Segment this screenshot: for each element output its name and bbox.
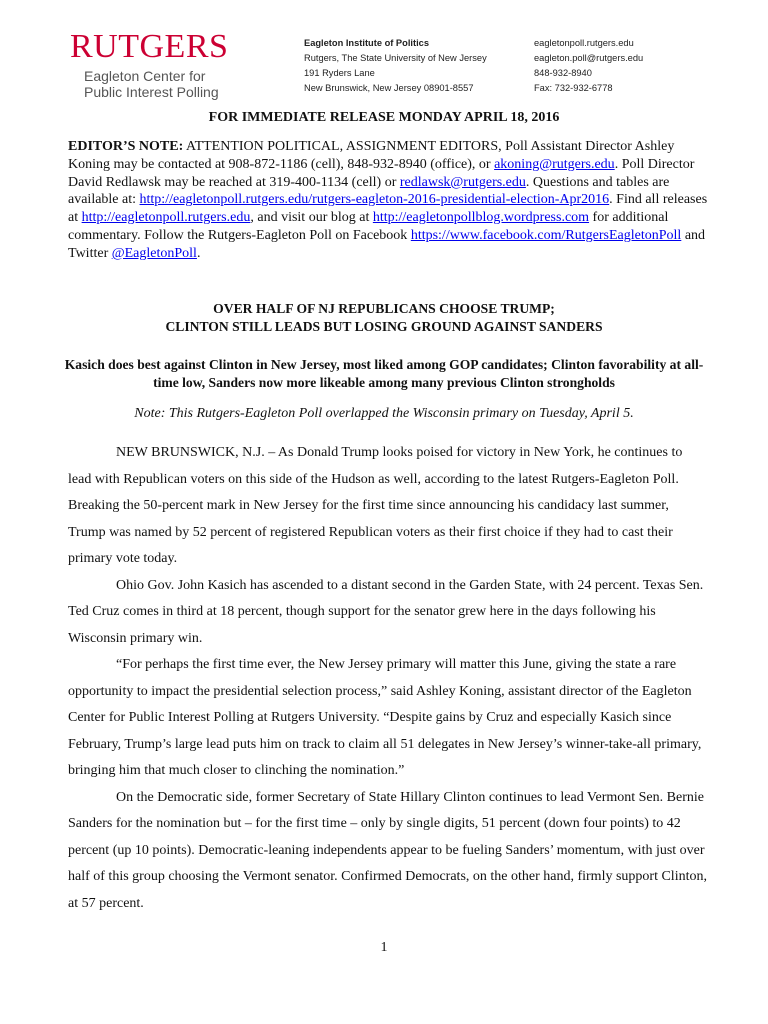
redlawsk-email-link[interactable]: redlawsk@rutgers.edu bbox=[399, 174, 526, 190]
contact-website: eagletonpoll.rutgers.edu bbox=[534, 38, 634, 48]
contact-block bbox=[534, 36, 734, 96]
page-number: 1 bbox=[380, 940, 388, 955]
org-university: Rutgers, The State University of New Jersey bbox=[304, 53, 487, 63]
poll-note: Note: This Rutgers-Eagleton Poll overlapped the Wisconsin primary on Tuesday, April 5. bbox=[134, 406, 634, 421]
editors-note-text: . Find all releases at bbox=[68, 192, 708, 226]
logo-wordmark: RUTGERS bbox=[70, 28, 229, 65]
body-paragraph: Ohio Gov. John Kasich has ascended to a distant second in the Garden State, with 24 percent. Texas Sen. Ted Cruz comes in third at 18 percent, though support for the senator grew here in the days following his Wisconsin primary win. bbox=[68, 577, 704, 646]
contact-fax: Fax: 732-932-6778 bbox=[534, 83, 613, 93]
body-paragraph: NEW BRUNSWICK, N.J. – As Donald Trump looks poised for victory in New York, he continues to lead with Republican voters on this side of the Hudson as well, according to the latest Rutgers-Eagleton Poll. Breaking the 50-percent mark in New Jersey for the first time since announcing his candidacy last summer, Trump was named by 52 percent of registered Republican voters as their first choice if they had to cast their primary vote today. bbox=[68, 445, 683, 566]
koning-email-link[interactable]: akoning@rutgers.edu bbox=[494, 156, 615, 172]
facebook-link[interactable]: https://www.facebook.com/RutgersEagletonPoll bbox=[410, 227, 682, 243]
releases-link[interactable]: http://eagletonpoll.rutgers.edu bbox=[81, 210, 251, 226]
org-name: Eagleton Institute of Politics bbox=[304, 38, 429, 48]
editors-note-text: and Twitter bbox=[68, 227, 706, 261]
editors-note-text: , and visit our blog at bbox=[250, 210, 373, 226]
editors-note-text: . Questions and tables are available at: bbox=[68, 174, 670, 208]
editors-note bbox=[68, 138, 708, 263]
contact-phone: 848-932-8940 bbox=[534, 68, 592, 78]
tables-link[interactable]: http://eagletonpoll.rutgers.edu/rutgers-eagleton-2016-presidential-election-Apr2016 bbox=[139, 192, 610, 208]
logo-subtitle-line2: Public Interest Polling bbox=[84, 84, 219, 100]
logo-subtitle-line1: Eagleton Center for bbox=[84, 68, 206, 84]
body-paragraph: “For perhaps the first time ever, the New Jersey primary will matter this June, giving the state a rare opportunity to impact the presidential selection process,” said Ashley Koning, assistant director of the Eagleton Center for Public Interest Polling at Rutgers University. “Despite gains by Cruz and especially Kasich since February, Trump’s large lead puts him on track to claim all 51 delegates in New Jersey’s winner-take-all primary, bringing him that much closer to clinching the nomination.” bbox=[68, 657, 702, 778]
editors-note-text: . Poll Director David Redlawsk may be reached at 319-400-1134 (cell) or bbox=[68, 156, 695, 190]
contact-email: eagleton.poll@rutgers.edu bbox=[534, 53, 644, 63]
editors-note-text: ATTENTION POLITICAL, ASSIGNMENT EDITORS, Poll Assistant Director Ashley Koning may be contacted at 908-872-1186 (cell), 848-932-8940 (office), or bbox=[68, 139, 675, 172]
org-street: 191 Ryders Lane bbox=[304, 68, 375, 78]
rutgers-logo bbox=[70, 30, 270, 100]
address-block bbox=[304, 36, 524, 96]
release-line: FOR IMMEDIATE RELEASE MONDAY APRIL 18, 2016 bbox=[208, 110, 560, 125]
blog-link[interactable]: http://eagletonpollblog.wordpress.com bbox=[372, 210, 590, 226]
headline bbox=[0, 300, 768, 336]
org-city: New Brunswick, New Jersey 08901-8557 bbox=[304, 83, 474, 93]
headline-line1: OVER HALF OF NJ REPUBLICANS CHOOSE TRUMP; bbox=[213, 301, 555, 316]
headline-line2: CLINTON STILL LEADS BUT LOSING GROUND AGAINST SANDERS bbox=[165, 319, 603, 334]
editors-note-label: EDITOR’S NOTE: bbox=[68, 139, 184, 154]
editors-note-text: for additional commentary. Follow the Rutgers-Eagleton Poll on Facebook bbox=[68, 210, 669, 243]
article-body bbox=[68, 440, 708, 917]
logo-subtitle bbox=[84, 68, 270, 100]
editors-note-text: . bbox=[196, 245, 201, 261]
twitter-link[interactable]: @EagletonPoll bbox=[111, 245, 197, 261]
subheadline: Kasich does best against Clinton in New Jersey, most liked among GOP candidates; Clinton favorability at all-time low, Sanders now more likeable among many previous Clinton strongholds bbox=[64, 357, 704, 390]
body-paragraph: On the Democratic side, former Secretary of State Hillary Clinton continues to lead Vermont Sen. Bernie Sanders for the nomination but – for the first time – only by single digits, 51 percent (down four points) to 42 percent (up 10 points). Democratic-leaning independents appear to be fueling Sanders’ momentum, with just over half of this group choosing the Vermont senator. Confirmed Democrats, on the other hand, firmly support Clinton, at 57 percent. bbox=[68, 789, 707, 911]
